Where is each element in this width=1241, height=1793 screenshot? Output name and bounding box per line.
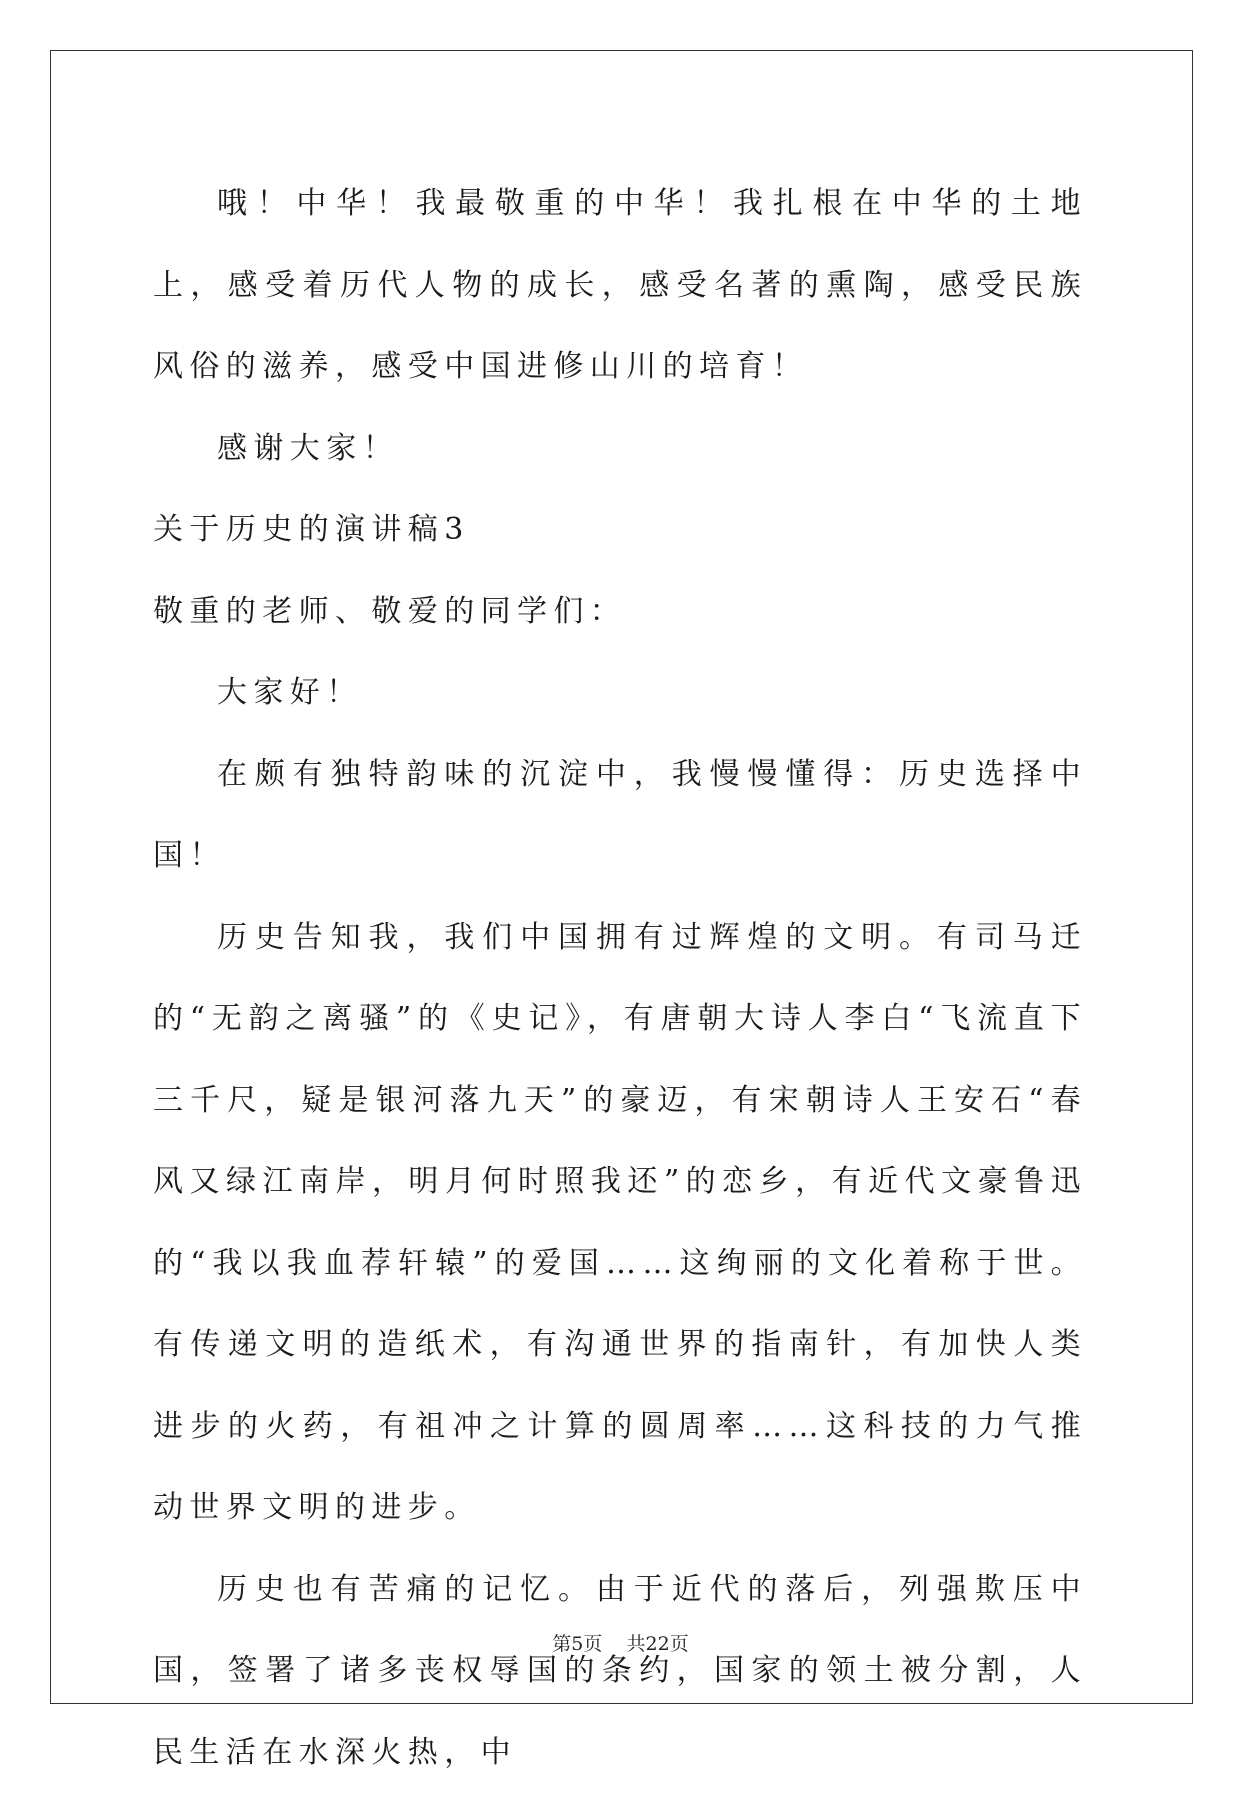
section-title: 关于历史的演讲稿3 <box>153 489 1087 571</box>
page-prefix: 第 <box>552 1633 571 1655</box>
paragraph-5: 历史也有苦痛的记忆。由于近代的落后，列强欺压中国，签署了诸多丧权辱国的条约，国家的领土被分割，人民生活在水深火热，中 <box>153 1549 1087 1793</box>
paragraph-1: 哦！中华！我最敬重的中华！我扎根在中华的土地上，感受着历代人物的成长，感受名著的熏陶，感受民族风俗的滋养，感受中国进修山川的培育！ <box>153 163 1087 408</box>
total-prefix: 共 <box>627 1633 646 1655</box>
page-suffix: 页 <box>583 1633 602 1655</box>
salutation: 敬重的老师、敬爱的同学们： <box>153 571 1087 653</box>
paragraph-4: 历史告知我，我们中国拥有过辉煌的文明。有司马迁的“无韵之离骚”的《史记》，有唐朝大诗人李白“飞流直下三千尺，疑是银河落九天”的豪迈，有宋朝诗人王安石“春风又绿江南岸，明月何时照我还”的恋乡，有近代文豪鲁迅的“我以我血荐轩辕”的爱国……这绚丽的文化着称于世。有传递文明的造纸术，有沟通世界的指南针，有加快人类进步的火药，有祖冲之计算的圆周率……这科技的力气推动世界文明的进步。 <box>153 897 1087 1549</box>
page-footer <box>0 1632 1241 1656</box>
document-body <box>153 163 1087 1793</box>
paragraph-greeting: 大家好！ <box>153 652 1087 734</box>
total-pages: 22 <box>646 1633 670 1655</box>
page-number: 5 <box>571 1633 583 1655</box>
paragraph-2: 感谢大家！ <box>153 408 1087 490</box>
total-suffix: 页 <box>670 1633 689 1655</box>
paragraph-3: 在颇有独特韵味的沉淀中，我慢慢懂得：历史选择中国！ <box>153 734 1087 897</box>
